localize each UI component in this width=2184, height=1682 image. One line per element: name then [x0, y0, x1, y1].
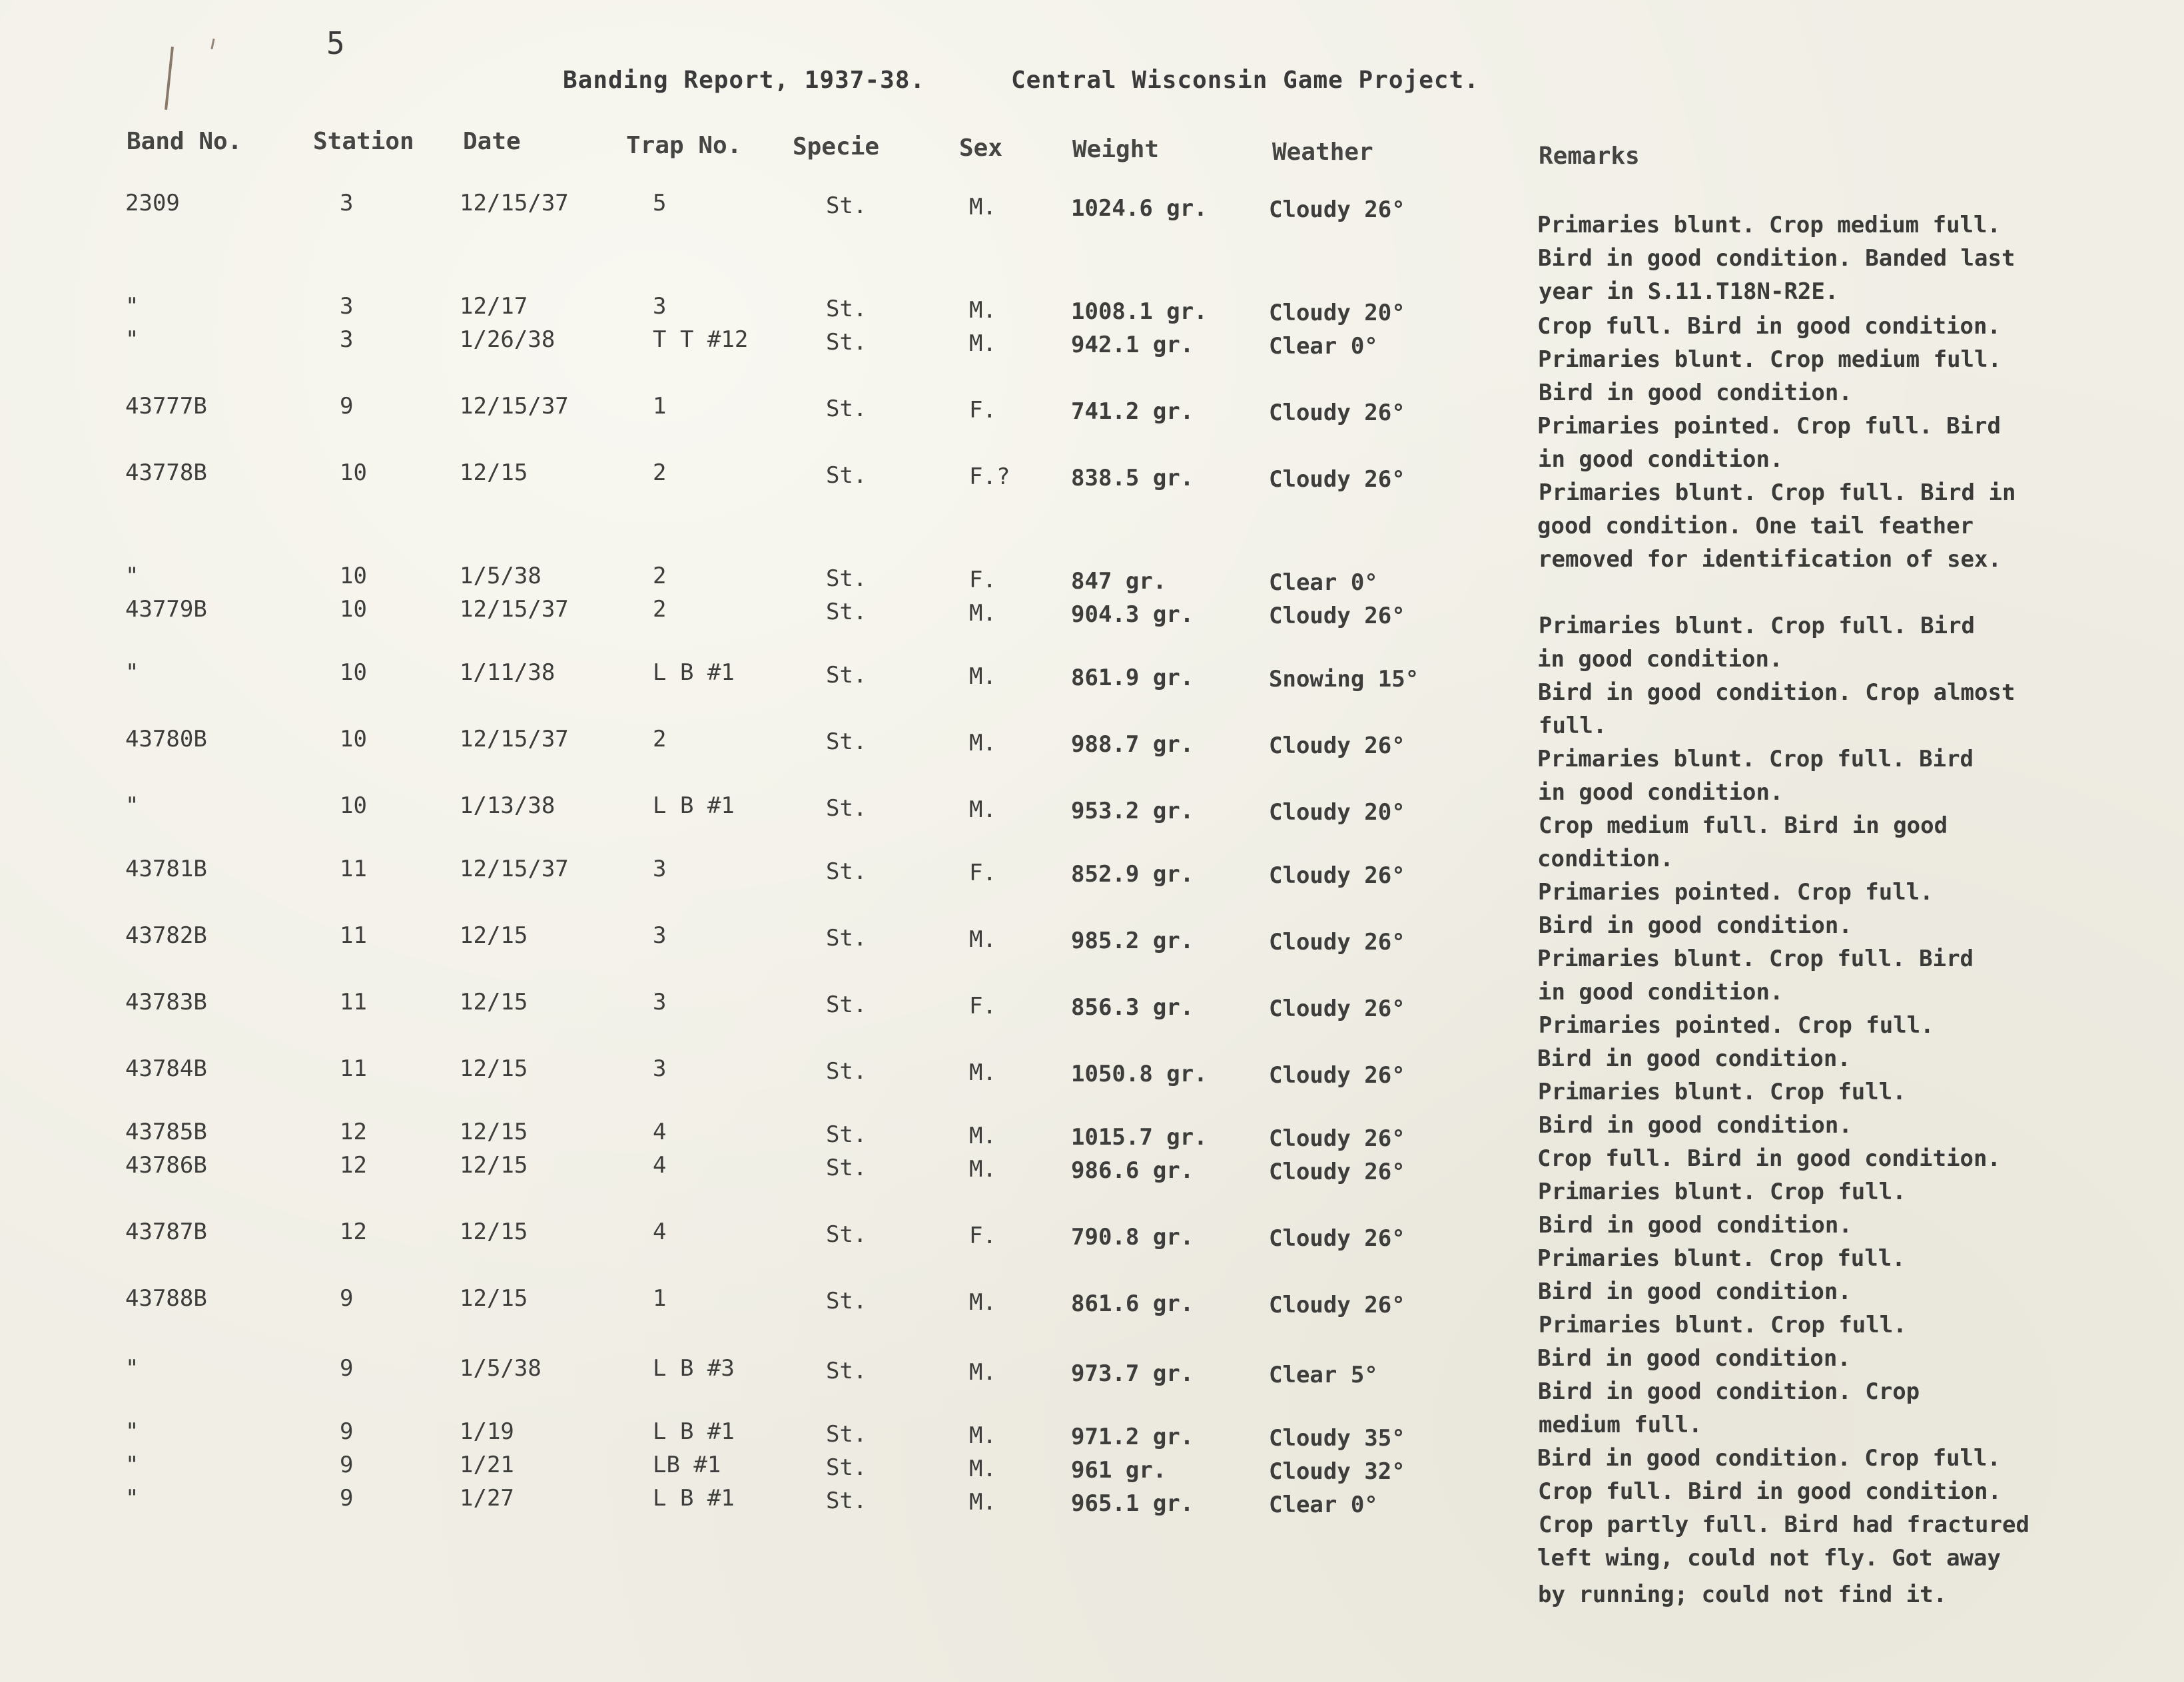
trap-no-cell: 1 — [653, 393, 667, 420]
weather-cell: Cloudy 26° — [1269, 862, 1405, 889]
specie-cell: St. — [826, 991, 867, 1018]
trap-no-cell: T T #12 — [653, 326, 749, 353]
weight-cell: 790.8 gr. — [1071, 1224, 1194, 1251]
remark-line: condition. — [1537, 846, 1674, 872]
trap-no-cell: 2 — [653, 726, 667, 752]
weather-cell: Cloudy 26° — [1269, 995, 1405, 1022]
band-no-cell: 43777B — [125, 393, 207, 420]
header-sex: Sex — [959, 135, 1003, 162]
trap-no-cell: LB #1 — [653, 1452, 721, 1478]
station-cell: 12 — [340, 1152, 367, 1179]
remark-line: medium full. — [1539, 1412, 1702, 1438]
weight-cell: 861.9 gr. — [1071, 665, 1194, 691]
station-cell: 9 — [340, 1452, 354, 1478]
weight-cell: 942.1 gr. — [1071, 332, 1194, 358]
weight-cell: 852.9 gr. — [1071, 861, 1194, 888]
remark-line: left wing, could not fly. Got away — [1537, 1545, 2001, 1571]
band-no-cell: " — [125, 1355, 139, 1382]
date-cell: 1/21 — [460, 1452, 514, 1478]
date-cell: 12/17 — [460, 293, 528, 320]
sex-cell: M. — [969, 663, 996, 690]
remark-line: removed for identification of sex. — [1538, 546, 2002, 573]
trap-no-cell: 3 — [653, 293, 667, 320]
specie-cell: St. — [826, 1121, 867, 1148]
weight-cell: 856.3 gr. — [1071, 994, 1194, 1021]
band-no-cell: 43779B — [125, 596, 207, 623]
weight-cell: 1024.6 gr. — [1071, 195, 1208, 222]
station-cell: 3 — [340, 190, 354, 216]
sex-cell: M. — [969, 1456, 996, 1482]
band-no-cell: 2309 — [125, 190, 180, 216]
trap-no-cell: 1 — [653, 1285, 667, 1312]
specie-cell: St. — [826, 1288, 867, 1314]
date-cell: 1/26/38 — [460, 326, 555, 353]
remark-line: by running; could not find it. — [1538, 1581, 1948, 1608]
date-cell: 12/15 — [460, 1219, 528, 1245]
project-title: Central Wisconsin Game Project. — [1011, 67, 1479, 94]
sex-cell: M. — [969, 1059, 996, 1086]
band-no-cell: " — [125, 792, 139, 819]
band-no-cell: 43782B — [125, 922, 207, 949]
weather-cell: Cloudy 26° — [1269, 1225, 1405, 1252]
date-cell: 12/15 — [460, 989, 528, 1015]
date-cell: 12/15 — [460, 1285, 528, 1312]
specie-cell: St. — [826, 1421, 867, 1448]
station-cell: 3 — [340, 293, 354, 320]
sex-cell: F. — [969, 567, 996, 593]
sex-cell: M. — [969, 1489, 996, 1516]
station-cell: 9 — [340, 393, 354, 420]
specie-cell: St. — [826, 329, 867, 356]
specie-cell: St. — [826, 192, 867, 219]
band-no-cell: " — [125, 563, 139, 589]
sex-cell: M. — [969, 1123, 996, 1149]
remark-line: in good condition. — [1538, 979, 1784, 1005]
specie-cell: St. — [826, 565, 867, 592]
remark-line: Primaries blunt. Crop full. — [1538, 1079, 1906, 1105]
header-station: Station — [313, 128, 414, 155]
band-no-cell: " — [125, 1418, 139, 1445]
remark-line: good condition. One tail feather — [1537, 513, 1974, 539]
weather-cell: Cloudy 20° — [1269, 799, 1405, 826]
remark-line: Primaries blunt. Crop full. — [1538, 1179, 1906, 1205]
weather-cell: Cloudy 26° — [1269, 1159, 1405, 1185]
trap-no-cell: 5 — [653, 190, 667, 216]
remark-line: Primaries pointed. Crop full. — [1538, 879, 1934, 906]
header-weight: Weight — [1072, 136, 1160, 163]
weather-cell: Cloudy 26° — [1269, 929, 1405, 956]
weather-cell: Cloudy 26° — [1269, 1292, 1405, 1318]
remark-line: Primaries blunt. Crop medium full. — [1538, 346, 2002, 373]
remark-line: Bird in good condition. — [1537, 1045, 1851, 1072]
station-cell: 10 — [340, 726, 367, 752]
remark-line: Bird in good condition. Crop — [1538, 1378, 1920, 1405]
sex-cell: F. — [969, 860, 996, 886]
sex-cell: M. — [969, 1156, 996, 1183]
weight-cell: 1008.1 gr. — [1071, 298, 1208, 325]
date-cell: 12/15 — [460, 1152, 528, 1179]
band-no-cell: 43788B — [125, 1285, 207, 1312]
station-cell: 10 — [340, 459, 367, 486]
weight-cell: 1015.7 gr. — [1071, 1124, 1208, 1151]
date-cell: 12/15 — [460, 459, 528, 486]
trap-no-cell: 2 — [653, 563, 667, 589]
station-cell: 10 — [340, 563, 367, 589]
remark-line: in good condition. — [1537, 646, 1783, 673]
remark-line: full. — [1539, 712, 1607, 739]
remark-line: Primaries blunt. Crop medium full. — [1537, 212, 2001, 238]
weight-cell: 971.2 gr. — [1071, 1424, 1194, 1450]
band-no-cell: 43784B — [125, 1055, 207, 1082]
specie-cell: St. — [826, 662, 867, 689]
weight-cell: 861.6 gr. — [1071, 1290, 1194, 1317]
weather-cell: Clear 0° — [1269, 1492, 1378, 1518]
weather-cell: Cloudy 26° — [1269, 603, 1405, 629]
sex-cell: M. — [969, 194, 996, 220]
date-cell: 12/15/37 — [460, 726, 569, 752]
weather-cell: Clear 0° — [1269, 569, 1378, 596]
weight-cell: 961 gr. — [1071, 1457, 1167, 1484]
trap-no-cell: L B #1 — [653, 1418, 735, 1445]
weight-cell: 838.5 gr. — [1071, 465, 1194, 491]
trap-no-cell: 4 — [653, 1119, 667, 1145]
specie-cell: St. — [826, 728, 867, 755]
header-date: Date — [463, 128, 521, 155]
remark-line: Primaries blunt. Crop full. Bird — [1537, 946, 1974, 972]
band-no-cell: " — [125, 293, 139, 320]
specie-cell: St. — [826, 462, 867, 489]
station-cell: 10 — [340, 596, 367, 623]
band-no-cell: " — [125, 326, 139, 353]
sex-cell: M. — [969, 1422, 996, 1449]
sex-cell: F. — [969, 397, 996, 423]
specie-cell: St. — [826, 858, 867, 885]
trap-no-cell: L B #3 — [653, 1355, 735, 1382]
weather-cell: Snowing 15° — [1269, 666, 1419, 693]
trap-no-cell: 2 — [653, 596, 667, 623]
station-cell: 9 — [340, 1355, 354, 1382]
date-cell: 12/15 — [460, 922, 528, 949]
weather-cell: Cloudy 26° — [1269, 1062, 1405, 1089]
weather-cell: Cloudy 26° — [1269, 466, 1405, 493]
specie-cell: St. — [826, 1221, 867, 1248]
remark-line: in good condition. — [1538, 779, 1784, 806]
header-band-no: Band No. — [127, 128, 242, 155]
trap-no-cell: 3 — [653, 856, 667, 882]
remark-line: Primaries blunt. Crop full. — [1539, 1312, 1907, 1338]
report-title: Banding Report, 1937-38. — [563, 67, 926, 94]
sex-cell: M. — [969, 330, 996, 357]
remark-line: Primaries pointed. Crop full. Bird — [1537, 413, 2001, 439]
remark-line: Primaries blunt. Crop full. Bird — [1539, 613, 1976, 639]
band-no-cell: 43785B — [125, 1119, 207, 1145]
band-no-cell: " — [125, 1485, 139, 1512]
specie-cell: St. — [826, 296, 867, 322]
weight-cell: 965.1 gr. — [1071, 1490, 1194, 1517]
specie-cell: St. — [826, 396, 867, 422]
remark-line: Bird in good condition. — [1537, 1345, 1851, 1372]
trap-no-cell: 3 — [653, 989, 667, 1015]
specie-cell: St. — [826, 1358, 867, 1384]
band-no-cell: 43787B — [125, 1219, 207, 1245]
band-no-cell: 43781B — [125, 856, 207, 882]
remark-line: Bird in good condition. — [1538, 1278, 1852, 1305]
sex-cell: M. — [969, 926, 996, 953]
remark-line: Bird in good condition. — [1539, 1212, 1852, 1239]
weight-cell: 904.3 gr. — [1071, 601, 1194, 628]
band-no-cell: 43778B — [125, 459, 207, 486]
date-cell: 1/13/38 — [460, 792, 555, 819]
pencil-margin-mark — [165, 47, 174, 110]
specie-cell: St. — [826, 1454, 867, 1481]
remark-line: Bird in good condition. Banded last — [1538, 245, 2015, 272]
header-weather: Weather — [1272, 139, 1373, 166]
station-cell: 9 — [340, 1485, 354, 1512]
station-cell: 9 — [340, 1418, 354, 1445]
band-no-cell: 43786B — [125, 1152, 207, 1179]
band-no-cell: " — [125, 1452, 139, 1478]
remark-line: Crop full. Bird in good condition. — [1538, 1478, 2002, 1505]
remark-line: Crop full. Bird in good condition. — [1537, 313, 2001, 340]
date-cell: 12/15 — [460, 1119, 528, 1145]
weight-cell: 986.6 gr. — [1071, 1157, 1194, 1184]
weight-cell: 985.2 gr. — [1071, 928, 1194, 954]
sex-cell: F. — [969, 1223, 996, 1249]
trap-no-cell: 4 — [653, 1152, 667, 1179]
sex-cell: M. — [969, 796, 996, 823]
date-cell: 1/11/38 — [460, 659, 555, 686]
sex-cell: M. — [969, 1289, 996, 1316]
specie-cell: St. — [826, 599, 867, 625]
weather-cell: Clear 5° — [1269, 1362, 1378, 1388]
weight-cell: 1050.8 gr. — [1071, 1061, 1208, 1087]
remark-line: Primaries pointed. Crop full. — [1539, 1012, 1934, 1039]
station-cell: 12 — [340, 1219, 367, 1245]
weight-cell: 847 gr. — [1071, 568, 1167, 595]
trap-no-cell: 2 — [653, 459, 667, 486]
header-remarks: Remarks — [1539, 142, 1640, 170]
remark-line: Crop partly full. Bird had fractured — [1539, 1512, 2029, 1538]
station-cell: 9 — [340, 1285, 354, 1312]
sex-cell: M. — [969, 730, 996, 756]
sex-cell: M. — [969, 600, 996, 627]
station-cell: 11 — [340, 922, 367, 949]
remark-line: Crop medium full. Bird in good — [1539, 812, 1948, 839]
band-no-cell: 43780B — [125, 726, 207, 752]
specie-cell: St. — [826, 795, 867, 822]
weather-cell: Clear 0° — [1269, 333, 1378, 360]
weight-cell: 988.7 gr. — [1071, 731, 1194, 758]
station-cell: 11 — [340, 1055, 367, 1082]
pencil-tick-mark — [210, 39, 214, 49]
date-cell: 1/5/38 — [460, 1355, 542, 1382]
remark-line: Bird in good condition. — [1539, 380, 1852, 406]
weather-cell: Cloudy 32° — [1269, 1458, 1405, 1485]
station-cell: 12 — [340, 1119, 367, 1145]
date-cell: 12/15/37 — [460, 596, 569, 623]
specie-cell: St. — [826, 925, 867, 952]
trap-no-cell: 4 — [653, 1219, 667, 1245]
weather-cell: Cloudy 26° — [1269, 400, 1405, 426]
remark-line: Primaries blunt. Crop full. Bird — [1537, 746, 1974, 772]
remark-line: Bird in good condition. Crop almost — [1538, 679, 2015, 706]
trap-no-cell: 3 — [653, 922, 667, 949]
page-number: 5 — [326, 25, 345, 61]
weight-cell: 741.2 gr. — [1071, 398, 1194, 425]
remark-line: Bird in good condition. — [1539, 912, 1852, 939]
date-cell: 1/19 — [460, 1418, 514, 1445]
weight-cell: 973.7 gr. — [1071, 1360, 1194, 1387]
trap-no-cell: L B #1 — [653, 659, 735, 686]
date-cell: 12/15 — [460, 1055, 528, 1082]
station-cell: 3 — [340, 326, 354, 353]
date-cell: 1/27 — [460, 1485, 514, 1512]
trap-no-cell: 3 — [653, 1055, 667, 1082]
specie-cell: St. — [826, 1488, 867, 1514]
weight-cell: 953.2 gr. — [1071, 798, 1194, 824]
remark-line: Primaries blunt. Crop full. — [1537, 1245, 1906, 1272]
station-cell: 10 — [340, 792, 367, 819]
weather-cell: Cloudy 26° — [1269, 732, 1405, 759]
weather-cell: Cloudy 35° — [1269, 1425, 1405, 1452]
sex-cell: M. — [969, 297, 996, 324]
date-cell: 12/15/37 — [460, 190, 569, 216]
weather-cell: Cloudy 26° — [1269, 196, 1405, 223]
trap-no-cell: L B #1 — [653, 1485, 735, 1512]
remark-line: Bird in good condition. Crop full. — [1537, 1445, 2001, 1472]
band-no-cell: " — [125, 659, 139, 686]
sex-cell: F. — [969, 993, 996, 1019]
remark-line: in good condition. — [1538, 446, 1784, 473]
weather-cell: Cloudy 20° — [1269, 300, 1405, 326]
weather-cell: Cloudy 26° — [1269, 1125, 1405, 1152]
station-cell: 11 — [340, 856, 367, 882]
remark-line: Bird in good condition. — [1539, 1112, 1852, 1139]
trap-no-cell: L B #1 — [653, 792, 735, 819]
remark-line: Primaries blunt. Crop full. Bird in — [1539, 479, 2016, 506]
date-cell: 1/5/38 — [460, 563, 542, 589]
sex-cell: F.? — [969, 463, 1010, 490]
date-cell: 12/15/37 — [460, 856, 569, 882]
sex-cell: M. — [969, 1359, 996, 1386]
station-cell: 11 — [340, 989, 367, 1015]
date-cell: 12/15/37 — [460, 393, 569, 420]
remark-line: Crop full. Bird in good condition. — [1537, 1145, 2001, 1172]
band-no-cell: 43783B — [125, 989, 207, 1015]
header-trap-no: Trap No. — [626, 132, 742, 159]
remark-line: year in S.11.T18N-R2E. — [1539, 278, 1839, 305]
specie-cell: St. — [826, 1058, 867, 1085]
specie-cell: St. — [826, 1155, 867, 1181]
header-specie: Specie — [793, 133, 880, 160]
station-cell: 10 — [340, 659, 367, 686]
